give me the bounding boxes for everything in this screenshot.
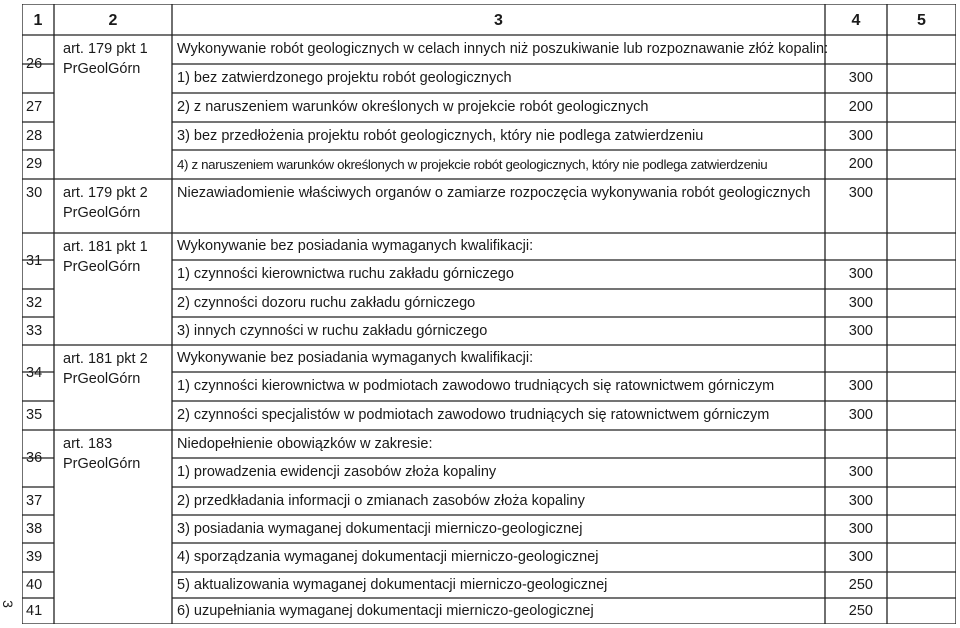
article-reference: PrGeolGórn — [63, 205, 141, 221]
penalty-amount: 300 — [848, 492, 873, 509]
article-reference: art. 183 — [63, 436, 113, 452]
row-number: 39 — [26, 549, 43, 565]
penalty-amount: 300 — [848, 549, 873, 565]
penalty-amount: 250 — [848, 602, 873, 619]
header-col-3: 3 — [494, 12, 503, 29]
row-description: 2) czynności specjalistów w podmiotach zawodowo trudniących się ratownictwem górniczym — [177, 407, 770, 423]
article-reference: art. 179 pkt 1 — [63, 41, 148, 57]
penalty-table — [22, 4, 956, 624]
row-number: 36 — [26, 450, 43, 466]
row-number: 40 — [26, 576, 43, 593]
row-description: 3) innych czynności w ruchu zakładu górniczego — [177, 322, 488, 339]
row-number: 30 — [26, 185, 43, 201]
row-number: 31 — [26, 252, 43, 269]
header-col-4: 4 — [851, 12, 861, 29]
row-description: Wykonywanie bez posiadania wymaganych kwalifikacji: — [177, 238, 534, 254]
row-description: 5) aktualizowania wymaganej dokumentacji mierniczo-geologicznej — [177, 576, 608, 593]
article-reference: art. 179 pkt 2 — [63, 185, 148, 201]
row-number: 35 — [26, 407, 43, 423]
penalty-amount: 300 — [848, 407, 873, 423]
row-description: 1) czynności kierownictwa ruchu zakładu górniczego — [177, 266, 514, 282]
row-number: 37 — [26, 492, 43, 509]
penalty-amount: 200 — [848, 99, 873, 115]
penalty-amount: 300 — [848, 378, 873, 394]
article-reference: art. 181 pkt 2 — [63, 351, 148, 367]
row-description: 1) prowadzenia ewidencji zasobów złoża kopaliny — [177, 464, 497, 480]
article-reference: PrGeolGórn — [63, 371, 141, 387]
row-description: 2) czynności dozoru ruchu zakładu górniczego — [177, 294, 476, 311]
row-number: 26 — [26, 55, 43, 72]
header-col-1: 1 — [33, 12, 43, 29]
row-number: 29 — [26, 156, 43, 172]
row-description: Wykonywanie bez posiadania wymaganych kwalifikacji: — [177, 350, 534, 366]
row-description: Niezawiadomienie właściwych organów o zamiarze rozpoczęcia wykonywania robót geologicznych — [177, 185, 811, 201]
penalty-amount: 300 — [848, 464, 873, 480]
penalty-amount: 200 — [848, 156, 873, 172]
row-number: 33 — [26, 322, 43, 339]
header-col-5: 5 — [917, 12, 926, 29]
row-description: 6) uzupełniania wymaganej dokumentacji mierniczo-geologicznej — [177, 602, 594, 619]
row-description: Niedopełnienie obowiązków w zakresie: — [177, 435, 433, 452]
penalty-amount: 300 — [848, 294, 873, 311]
row-number: 27 — [26, 99, 43, 115]
header-col-2: 2 — [108, 12, 118, 29]
row-number: 34 — [26, 364, 43, 381]
row-description: Wykonywanie robót geologicznych w celach innych niż poszukiwanie lub rozpoznawanie złóż kopalin: — [177, 41, 829, 57]
row-number: 28 — [26, 127, 43, 144]
penalty-amount: 250 — [848, 576, 873, 593]
row-description: 1) czynności kierownictwa w podmiotach zawodowo trudniących się ratownictwem górniczym — [177, 378, 775, 394]
row-description: 4) sporządzania wymaganej dokumentacji mierniczo-geologicznej — [177, 549, 599, 565]
row-number: 41 — [26, 602, 43, 619]
penalty-amount: 300 — [848, 266, 873, 282]
row-description: 3) bez przedłożenia projektu robót geologicznych, który nie podlega zatwierdzeniu — [177, 127, 704, 144]
penalty-amount: 300 — [848, 322, 873, 339]
row-description: 2) przedkładania informacji o zmianach zasobów złoża kopaliny — [177, 492, 585, 509]
penalty-amount: 300 — [848, 127, 873, 144]
article-reference: PrGeolGórn — [63, 456, 141, 472]
page-number: 3 — [0, 600, 16, 608]
article-reference: art. 181 pkt 1 — [63, 239, 148, 255]
row-description: 4) z naruszeniem warunków określonych w projekcie robót geologicznych, który nie podlega zatwierdzeniu — [177, 157, 768, 172]
penalty-amount: 300 — [848, 70, 873, 86]
article-reference: PrGeolGórn — [63, 259, 141, 275]
row-description: 1) bez zatwierdzonego projektu robót geologicznych — [177, 70, 512, 86]
penalty-amount: 300 — [848, 520, 873, 537]
row-number: 32 — [26, 294, 43, 311]
row-number: 38 — [26, 520, 43, 537]
article-reference: PrGeolGórn — [63, 61, 141, 77]
penalty-amount: 300 — [848, 185, 873, 201]
row-description: 3) posiadania wymaganej dokumentacji mierniczo-geologicznej — [177, 520, 583, 537]
row-description: 2) z naruszeniem warunków określonych w projekcie robót geologicznych — [177, 99, 649, 115]
